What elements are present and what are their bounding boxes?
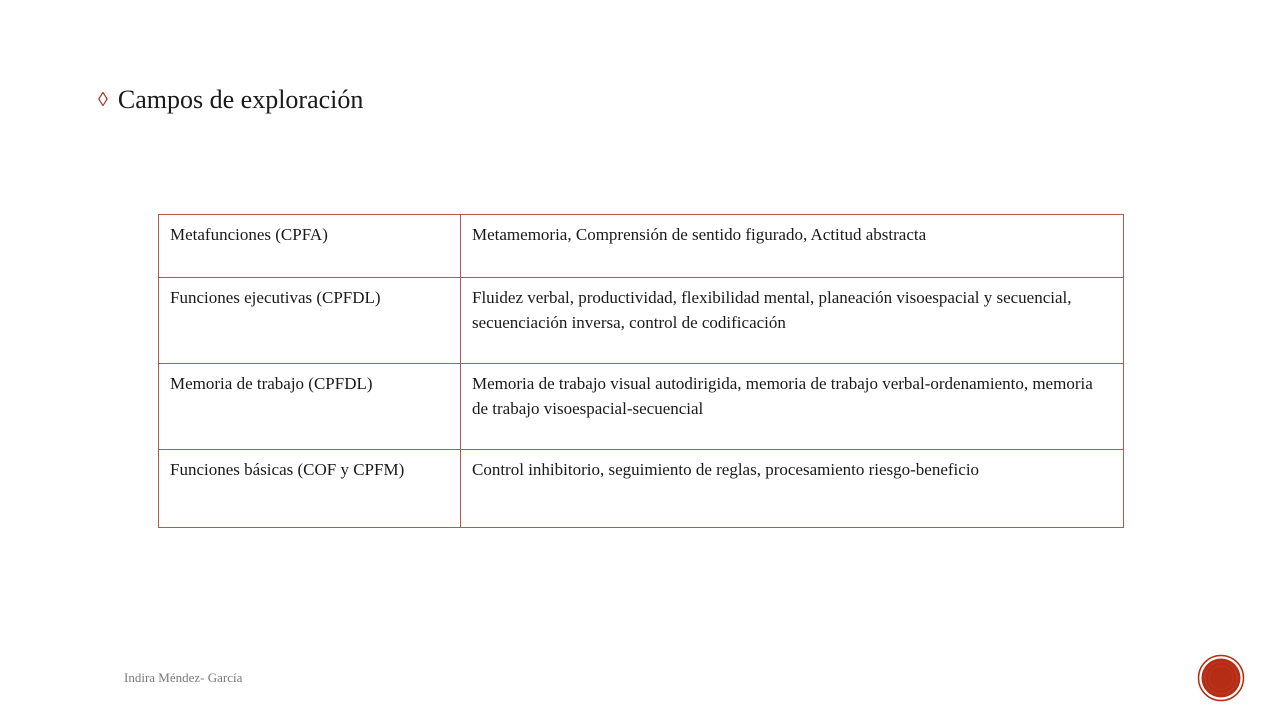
table-cell-tests: Metamemoria, Comprensión de sentido figurado, Actitud abstracta	[461, 215, 1124, 278]
table-cell-area: Funciones básicas (COF y CPFM)	[159, 450, 461, 528]
table-cell-area: Metafunciones (CPFA)	[159, 215, 461, 278]
table-cell-area: Memoria de trabajo (CPFDL)	[159, 364, 461, 450]
table-row	[159, 450, 1124, 528]
exploration-fields-table	[158, 214, 1124, 528]
table-cell-area: Funciones ejecutivas (CPFDL)	[159, 278, 461, 364]
table-cell-tests: Fluidez verbal, productividad, flexibilidad mental, planeación visoespacial y secuencial, secuenciación inversa, control de codificación	[461, 278, 1124, 364]
table-row	[159, 215, 1124, 278]
slide-title-text: Campos de exploración	[117, 85, 364, 114]
table-row	[159, 364, 1124, 450]
diamond-bullet-icon: ◊	[98, 89, 108, 111]
table-cell-tests: Memoria de trabajo visual autodirigida, memoria de trabajo verbal-ordenamiento, memoria de trabajo visoespacial-secuencial	[461, 364, 1124, 450]
table-row	[159, 278, 1124, 364]
table-cell-tests: Control inhibitorio, seguimiento de reglas, procesamiento riesgo-beneficio	[461, 450, 1124, 528]
footer-author: Indira Méndez- García	[124, 670, 243, 685]
slide-number-badge-icon	[1197, 654, 1245, 702]
slide-title	[98, 82, 363, 118]
